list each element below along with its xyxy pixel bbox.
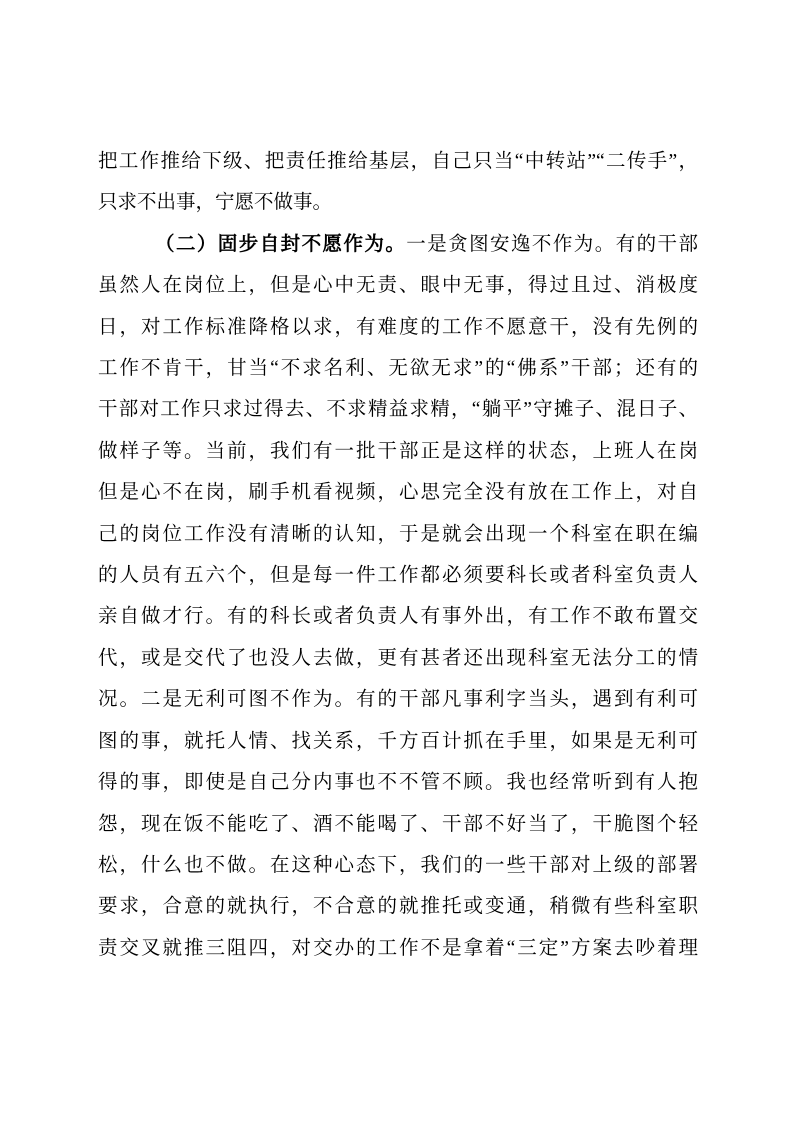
- text-line: 工作不肯干，甘当“不求名利、无欲无求”的“佛系”干部；还有的: [98, 358, 698, 380]
- text-line: 得的事，即使是自己分内事也不不管不顾。我也经常听到有人抱: [98, 772, 698, 794]
- text-line: [98, 224, 698, 265]
- text-line: 己的岗位工作没有清晰的认知，于是就会出现一个科室在职在编: [98, 523, 698, 545]
- text-line: 责交叉就推三阻四，对交办的工作不是拿着“三定”方案去吵着理: [98, 937, 698, 959]
- paragraph-section-two: [98, 224, 698, 969]
- text-line: 做样子等。当前，我们有一批干部正是这样的状态，上班人在岗: [98, 440, 698, 462]
- text-line: 只求不出事，宁愿不做事。: [98, 192, 333, 214]
- section-heading: （二）固步自封不愿作为。: [155, 233, 407, 255]
- text-line: 虽然人在岗位上，但是心中无责、眼中无事，得过且过、消极度: [98, 275, 698, 297]
- text-line: 的人员有五六个，但是每一件工作都必须要科长或者科室负责人: [98, 565, 698, 587]
- text-run: 一是贪图安逸不作为。有的干部: [406, 233, 698, 255]
- text-block: [98, 141, 698, 969]
- text-line: 松，什么也不做。在这种心态下，我们的一些干部对上级的部署: [98, 854, 698, 876]
- text-line: 把工作推给下级、把责任推给基层，自己只当“中转站”“二传手”，: [98, 151, 698, 172]
- text-line: 况。二是无利可图不作为。有的干部凡事利字当头，遇到有利可: [98, 689, 698, 711]
- text-line: 图的事，就托人情、找关系，千方百计抓在手里，如果是无利可: [98, 730, 698, 752]
- text-line: 但是心不在岗，刷手机看视频，心思完全没有放在工作上，对自: [98, 482, 698, 504]
- paragraph-continuation: [98, 141, 698, 224]
- text-line: 要求，合意的就执行，不合意的就推托或变通，稍微有些科室职: [98, 896, 698, 918]
- text-line: 日，对工作标准降格以求，有难度的工作不愿意干，没有先例的: [98, 316, 698, 338]
- text-line: 怨，现在饭不能吃了、酒不能喝了、干部不好当了，干脆图个轻: [98, 813, 698, 835]
- text-line: 亲自做才行。有的科长或者负责人有事外出，有工作不敢布置交: [98, 606, 698, 628]
- text-line: 干部对工作只求过得去、不求精益求精，“躺平”守摊子、混日子、: [98, 399, 698, 421]
- text-line: 代，或是交代了也没人去做，更有甚者还出现科室无法分工的情: [98, 647, 698, 669]
